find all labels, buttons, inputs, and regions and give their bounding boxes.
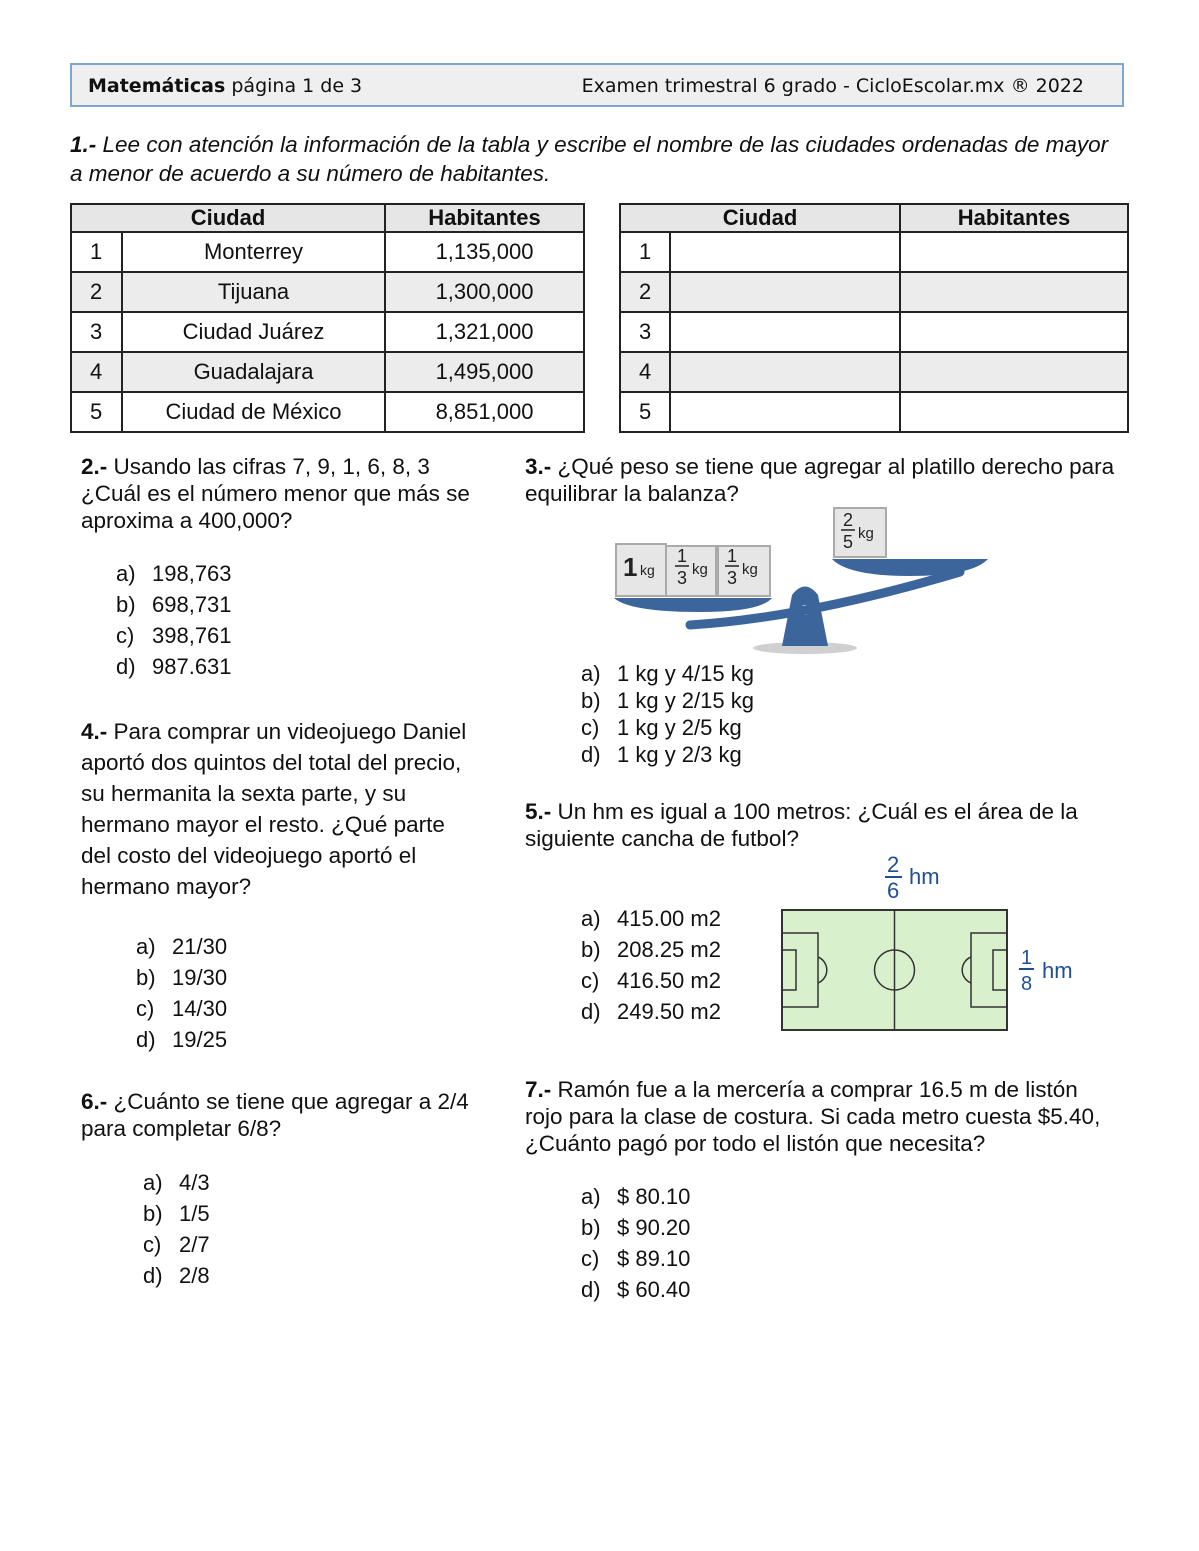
question-6-text: ¿Cuánto se tiene que agregar a 2/4 para completar 6/8? [81, 1089, 469, 1141]
option-value: 19/30 [172, 965, 228, 990]
table-row [620, 272, 1128, 312]
option-key: a) [581, 1184, 601, 1209]
option-a[interactable] [581, 906, 721, 937]
weight-third-b-den: 3 [727, 568, 738, 588]
option-key: a) [581, 906, 601, 931]
weight-right-den: 5 [843, 532, 854, 552]
field-height-den: 8 [1021, 973, 1033, 995]
option-c[interactable] [136, 996, 227, 1027]
row-number: 4 [620, 352, 670, 392]
option-key: b) [581, 937, 601, 962]
option-value: 198,763 [152, 561, 232, 586]
page-header [70, 63, 1124, 107]
question-3-text: ¿Qué peso se tiene que agregar al platillo derecho para equilibrar la balanza? [525, 454, 1115, 506]
row-number: 1 [620, 232, 670, 272]
table-row [71, 352, 584, 392]
row-number: 4 [71, 352, 122, 392]
option-value: 4/3 [179, 1170, 210, 1195]
population-cell: 1,321,000 [385, 312, 584, 352]
row-number: 1 [71, 232, 122, 272]
option-value: 1 kg y 4/15 kg [617, 661, 754, 686]
question-3-prompt [525, 453, 1115, 507]
question-2-number: 2.- [81, 454, 108, 479]
table-row [620, 312, 1128, 352]
question-5-prompt [525, 798, 1115, 852]
question-5-number: 5.- [525, 799, 552, 824]
question-3-number: 3.- [525, 454, 552, 479]
option-value: 19/25 [172, 1027, 228, 1052]
option-key: c) [581, 968, 600, 993]
answer-city-cell[interactable] [670, 272, 900, 312]
table-row [620, 392, 1128, 432]
option-d[interactable] [581, 999, 721, 1030]
option-d[interactable] [143, 1263, 210, 1294]
question-2-options [116, 561, 232, 685]
option-c[interactable] [116, 623, 232, 654]
row-number: 2 [620, 272, 670, 312]
answer-pop-cell[interactable] [900, 392, 1128, 432]
option-c[interactable] [581, 968, 721, 999]
option-a[interactable] [581, 661, 754, 688]
option-key: c) [581, 1246, 600, 1271]
option-key: c) [136, 996, 155, 1021]
weight-right-num: 2 [843, 510, 854, 530]
question-7-text: Ramón fue a la mercería a comprar 16.5 m de listón rojo para la clase de costura. Si cada metro cuesta $5.40, ¿Cuánto pagó por todo el listón que necesita? [525, 1077, 1101, 1156]
question-7-options [581, 1184, 690, 1308]
city-cell: Tijuana [122, 272, 385, 312]
question-4-text: Para comprar un videojuego Daniel aportó dos quintos del total del precio, su hermanita la sexta parte, y su hermano mayor el resto. ¿Qué parte del costo del videojuego aportó el hermano mayor? [81, 719, 467, 899]
option-b[interactable] [581, 937, 721, 968]
table-row [620, 232, 1128, 272]
option-c[interactable] [581, 1246, 690, 1277]
answer-pop-cell[interactable] [900, 272, 1128, 312]
option-value: $ 89.10 [617, 1246, 691, 1271]
option-key: a) [136, 934, 156, 959]
option-value: 398,761 [152, 623, 232, 648]
option-value: $ 80.10 [617, 1184, 691, 1209]
question-5-text: Un hm es igual a 100 metros: ¿Cuál es el área de la siguiente cancha de futbol? [525, 799, 1078, 851]
answer-header-pop: Habitantes [900, 204, 1128, 232]
option-d[interactable] [581, 742, 754, 769]
option-value: 2/8 [179, 1263, 210, 1288]
city-cell: Monterrey [122, 232, 385, 272]
answer-pop-cell[interactable] [900, 352, 1128, 392]
weight-third-b-unit: kg [742, 561, 758, 578]
row-number: 3 [71, 312, 122, 352]
weight-third-b-num: 1 [727, 546, 738, 566]
answer-city-cell[interactable] [670, 312, 900, 352]
field-width-unit: hm [909, 864, 940, 889]
question-6-options [143, 1170, 210, 1294]
field-width-num: 2 [887, 852, 900, 877]
question-6-number: 6.- [81, 1089, 108, 1114]
population-cell: 1,135,000 [385, 232, 584, 272]
weight-1kg-number: 1 [623, 552, 638, 582]
answer-city-cell[interactable] [670, 392, 900, 432]
weight-1kg-unit: kg [640, 562, 655, 578]
option-key: b) [136, 965, 156, 990]
answer-pop-cell[interactable] [900, 232, 1128, 272]
option-key: c) [581, 715, 600, 740]
option-value: 987.631 [152, 654, 232, 679]
question-1-text: Lee con atención la información de la tabla y escribe el nombre de las ciudades ordenadas de mayor a menor de acuerdo a su número de habitantes. [70, 132, 1109, 186]
header-left [88, 75, 362, 97]
option-c[interactable] [581, 715, 754, 742]
question-1-number: 1.- [70, 132, 97, 157]
option-b[interactable] [581, 1215, 690, 1246]
option-a[interactable] [143, 1170, 210, 1201]
city-cell: Guadalajara [122, 352, 385, 392]
option-key: b) [581, 688, 601, 713]
answer-header-city: Ciudad [620, 204, 900, 232]
option-key: c) [116, 623, 135, 648]
option-value: $ 90.20 [617, 1215, 691, 1240]
option-value: 2/7 [179, 1232, 210, 1257]
row-number: 2 [71, 272, 122, 312]
option-a[interactable] [116, 561, 232, 592]
option-b[interactable] [116, 592, 232, 623]
option-d[interactable] [136, 1027, 227, 1058]
weight-right-unit: kg [858, 525, 874, 542]
question-6-prompt [81, 1088, 491, 1142]
row-number: 5 [620, 392, 670, 432]
option-key: a) [143, 1170, 163, 1195]
cities-table [70, 203, 585, 433]
table-row [620, 352, 1128, 392]
option-value: 1 kg y 2/15 kg [617, 688, 754, 713]
question-7-number: 7.- [525, 1077, 552, 1102]
weight-third-a-num: 1 [677, 546, 688, 566]
option-value: 249.50 m2 [617, 999, 721, 1024]
weight-third-a-den: 3 [677, 568, 688, 588]
option-key: b) [581, 1215, 601, 1240]
question-7-prompt [525, 1076, 1115, 1157]
option-a[interactable] [136, 934, 227, 965]
question-4-prompt [81, 716, 481, 902]
city-cell: Ciudad de México [122, 392, 385, 432]
option-b[interactable] [136, 965, 227, 996]
option-value: 1/5 [179, 1201, 210, 1226]
field-width-den: 6 [887, 878, 900, 903]
option-key: d) [581, 999, 601, 1024]
option-value: 208.25 m2 [617, 937, 721, 962]
question-5-options [581, 906, 721, 1030]
question-1-prompt [70, 130, 1110, 188]
option-value: 416.50 m2 [617, 968, 721, 993]
question-4-options [136, 934, 227, 1058]
answer-pop-cell[interactable] [900, 312, 1128, 352]
field-height-num: 1 [1021, 947, 1033, 969]
option-value: 14/30 [172, 996, 228, 1021]
option-key: d) [581, 1277, 601, 1302]
population-cell: 8,851,000 [385, 392, 584, 432]
question-4-number: 4.- [81, 719, 108, 744]
row-number: 3 [620, 312, 670, 352]
option-key: a) [116, 561, 136, 586]
option-b[interactable] [581, 688, 754, 715]
field-height-unit: hm [1042, 958, 1073, 983]
answer-city-cell[interactable] [670, 352, 900, 392]
option-key: d) [136, 1027, 156, 1052]
page-label: página 1 de 3 [231, 75, 363, 97]
question-3-options [581, 661, 754, 769]
option-value: 1 kg y 2/5 kg [617, 715, 742, 740]
population-cell: 1,300,000 [385, 272, 584, 312]
option-a[interactable] [581, 1184, 690, 1215]
table-row [71, 392, 584, 432]
question-2-text: Usando las cifras 7, 9, 1, 6, 8, 3 ¿Cuál es el número menor que más se aproxima a 400,000? [81, 454, 470, 533]
option-key: b) [116, 592, 136, 617]
exam-label: Examen trimestral 6 grado - CicloEscolar.mx ® 2022 [581, 75, 1084, 97]
question-2-prompt [81, 453, 481, 534]
option-key: a) [581, 661, 601, 686]
option-key: c) [143, 1232, 162, 1257]
option-value: 698,731 [152, 592, 232, 617]
cities-header-pop: Habitantes [385, 204, 584, 232]
option-c[interactable] [143, 1232, 210, 1263]
city-cell: Ciudad Juárez [122, 312, 385, 352]
subject-label: Matemáticas [88, 75, 226, 97]
soccer-field-illustration [770, 850, 1090, 1040]
option-value: $ 60.40 [617, 1277, 691, 1302]
balance-scale-illustration [600, 500, 1000, 660]
option-b[interactable] [143, 1201, 210, 1232]
option-d[interactable] [116, 654, 232, 685]
table-row [71, 312, 584, 352]
answer-city-cell[interactable] [670, 232, 900, 272]
option-value: 415.00 m2 [617, 906, 721, 931]
table-row [71, 232, 584, 272]
weight-third-a-unit: kg [692, 561, 708, 578]
population-cell: 1,495,000 [385, 352, 584, 392]
option-key: d) [581, 742, 601, 767]
option-key: d) [116, 654, 136, 679]
answer-table [619, 203, 1129, 433]
option-value: 1 kg y 2/3 kg [617, 742, 742, 767]
option-key: d) [143, 1263, 163, 1288]
option-value: 21/30 [172, 934, 228, 959]
option-key: b) [143, 1201, 163, 1226]
row-number: 5 [71, 392, 122, 432]
option-d[interactable] [581, 1277, 690, 1308]
cities-header-city: Ciudad [71, 204, 385, 232]
table-row [71, 272, 584, 312]
